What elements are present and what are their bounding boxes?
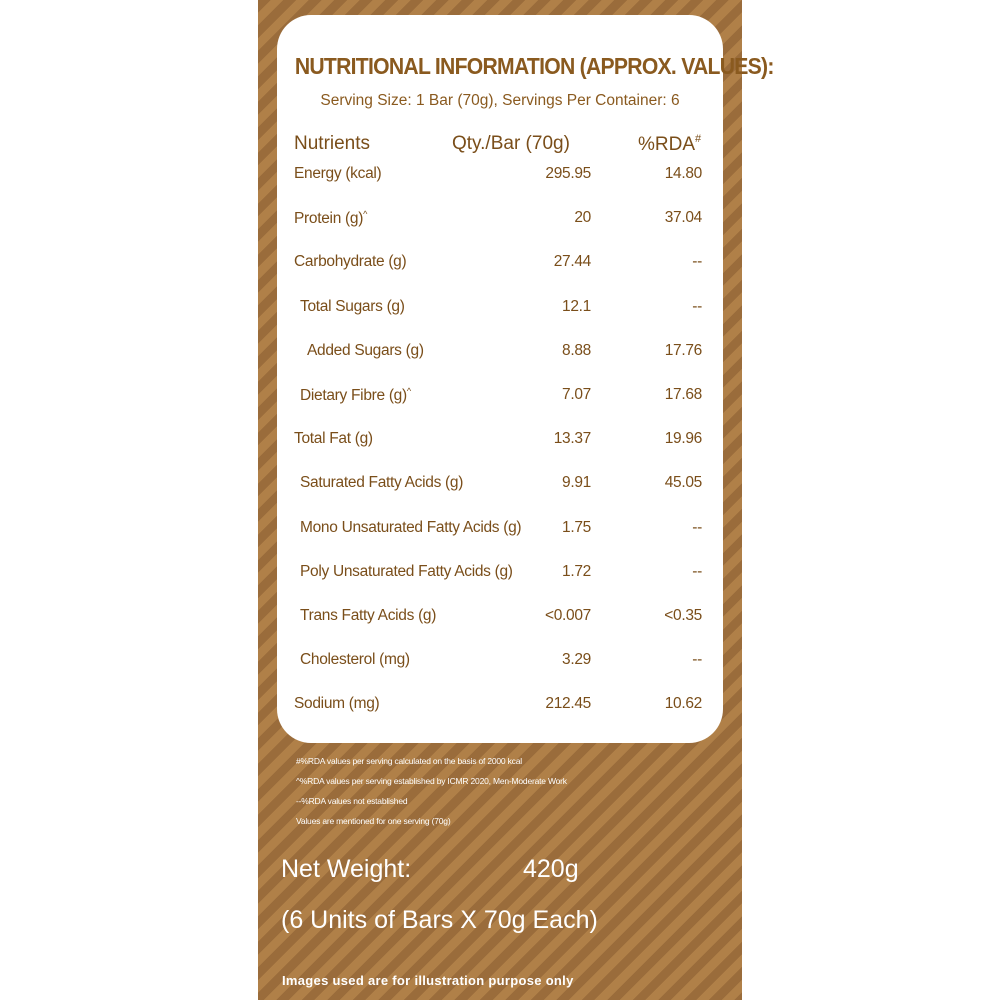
- nutrient-rda: 17.68: [664, 386, 702, 403]
- nutrient-name: Mono Unsaturated Fatty Acids (g): [300, 518, 522, 536]
- nutrient-rda: --: [692, 562, 702, 580]
- table-row: [277, 253, 723, 277]
- nutrient-name: Protein (g)^: [294, 209, 367, 228]
- nutrient-rda: 19.96: [664, 430, 702, 448]
- nutrient-name: Total Fat (g): [294, 430, 373, 448]
- net-weight-value: 420g: [523, 855, 579, 883]
- nutrient-rda: 37.04: [664, 209, 702, 227]
- nutrient-name: Energy (kcal): [294, 165, 382, 182]
- table-row: [277, 607, 723, 631]
- nutrient-rda: --: [692, 297, 702, 315]
- header-nutrients: Nutrients: [294, 133, 371, 154]
- nutrition-card: [277, 15, 774, 743]
- nutrient-qty: 295.95: [545, 165, 591, 182]
- table-row: [277, 563, 723, 587]
- header-rda: [638, 133, 701, 156]
- footnotes: [296, 755, 716, 835]
- footnote: #%RDA values per serving calculated on the basis of 2000 kcal: [296, 756, 522, 766]
- nutrient-qty: 27.44: [553, 253, 591, 271]
- nutrition-title: NUTRITIONAL INFORMATION (APPROX. VALUES):: [294, 53, 774, 79]
- nutrient-name: Carbohydrate (g): [294, 253, 407, 271]
- nutrient-rda: 10.62: [664, 695, 702, 713]
- nutrient-rda: --: [692, 253, 702, 271]
- header-qty: Qty./Bar (70g): [452, 133, 570, 154]
- nutrient-rda: 17.76: [664, 341, 702, 359]
- nutrient-qty: 212.45: [545, 695, 591, 713]
- table-row: [277, 651, 723, 675]
- table-row: [277, 695, 723, 719]
- nutrient-rda: 45.05: [664, 474, 702, 492]
- table-row: [277, 209, 723, 233]
- nutrient-name: Dietary Fibre (g)^: [300, 386, 411, 404]
- table-row: [277, 298, 723, 322]
- nutrient-rda: <0.35: [664, 607, 702, 624]
- serving-size-text: Serving Size: 1 Bar (70g), Servings Per Container: 6: [320, 92, 680, 109]
- nutrient-qty: 3.29: [562, 651, 591, 669]
- net-weight-label: Net Weight:: [281, 855, 412, 883]
- table-row: [277, 430, 723, 454]
- table-row: [277, 165, 723, 189]
- nutrient-rda: --: [692, 651, 702, 669]
- nutrient-qty: 7.07: [562, 386, 591, 403]
- nutrient-name: Trans Fatty Acids (g): [300, 607, 437, 624]
- nutrient-qty: 9.91: [562, 474, 591, 492]
- nutrient-name: Total Sugars (g): [300, 297, 405, 315]
- nutrient-name: Saturated Fatty Acids (g): [300, 474, 464, 492]
- nutrient-qty: 13.37: [553, 430, 591, 448]
- nutrient-name: Poly Unsaturated Fatty Acids (g): [300, 562, 513, 580]
- header-rda-mark: #: [695, 133, 702, 145]
- footnote: Values are mentioned for one serving (70g): [296, 816, 451, 826]
- nutrient-name: Added Sugars (g): [307, 341, 424, 359]
- units-text: (6 Units of Bars X 70g Each): [281, 906, 598, 934]
- header-rda-label: %RDA: [638, 134, 696, 155]
- table-row: [277, 519, 723, 543]
- nutrient-qty: 12.1: [562, 297, 591, 315]
- table-row: [277, 474, 723, 498]
- nutrient-rda: 14.80: [664, 165, 702, 182]
- disclaimer-text: Images used are for illustration purpose only: [282, 973, 574, 988]
- table-row: [277, 386, 723, 410]
- nutrient-qty: 1.72: [562, 562, 591, 580]
- nutrient-qty: 1.75: [562, 518, 591, 536]
- footnote: ^%RDA values per serving established by ICMR 2020, Men-Moderate Work: [296, 776, 567, 786]
- nutrient-qty: 8.88: [562, 341, 591, 359]
- nutrient-name: Cholesterol (mg): [300, 651, 410, 669]
- table-row: [277, 342, 723, 366]
- nutrient-qty: 20: [574, 209, 591, 227]
- nutrient-rda: --: [692, 518, 702, 536]
- nutrient-qty: <0.007: [544, 607, 591, 624]
- footnote: --%RDA values not established: [296, 796, 408, 806]
- nutrient-name: Sodium (mg): [294, 695, 380, 713]
